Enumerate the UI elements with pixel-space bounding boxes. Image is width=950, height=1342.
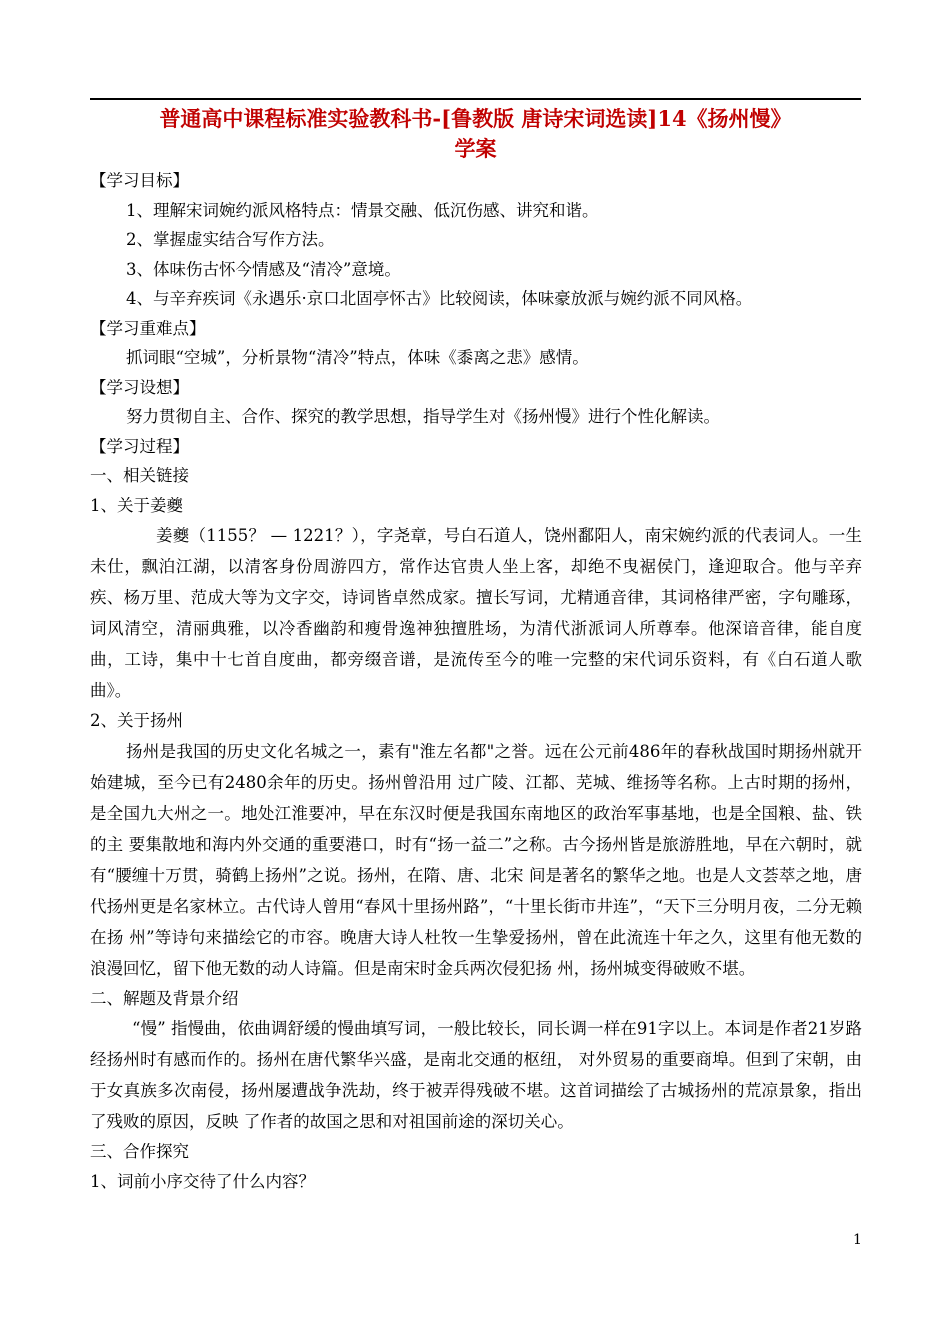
question-1: 1、词前小序交待了什么内容？ — [90, 1171, 315, 1191]
idea-heading: 【学习设想】 — [90, 377, 189, 397]
about-yangzhou-heading: 2、关于扬州 — [90, 711, 183, 730]
document-body — [90, 166, 862, 1196]
goal-item: 1、理解宋词婉约派风格特点：情景交融、低沉伤感、讲究和谐。 — [126, 200, 599, 220]
part3-heading: 三、合作探究 — [90, 1142, 189, 1161]
key-heading: 【学习重难点】 — [90, 318, 206, 338]
goal-item: 2、掌握虚实结合写作方法。 — [126, 230, 335, 249]
title-line-2: 学案 — [454, 136, 497, 161]
about-jiangkui-heading: 1、关于姜夔 — [90, 495, 183, 515]
part2-heading: 二、解题及背景介绍 — [90, 988, 239, 1008]
part1-heading: 一、相关链接 — [90, 466, 189, 485]
goal-item: 3、体味伤古怀今情感及“清冷”意境。 — [126, 259, 401, 279]
about-yangzhou-text: 扬州是我国的历史文化名城之一，素有"淮左名都"之誉。远在公元前486年的春秋战国时期扬州就开始建城，至今已有2480余年的历史。扬州曾沿用 过广陵、江都、芜城、维扬等名称。上古时期的扬州，是全国九大州之一。地处江淮要冲，早在东汉时便是我国东南地区的政治军事基地，也是全国粮、盐、铁的主 要集散地和海内外交通的重要港口，时有“扬一益二”之称。古今扬州皆是旅游胜地，早在六朝时，就有“腰缠十万贯，骑鹤上扬州”之说。扬州，在隋、唐、北宋 间是著名的繁华之地。也是人文荟萃之地，唐代扬州更是名家林立。古代诗人曾用“春风十里扬州路”，“十里长街市井连”，“天下三分明月夜，二分无赖在扬 州”等诗句来描绘它的市容。晚唐大诗人杜牧一生挚爱扬州，曾在此流连十年之久，这里有他无数的浪漫回忆，留下他无数的动人诗篇。但是南宋时金兵两次侵犯扬 州，扬州城变得破败不堪。 — [90, 741, 862, 978]
process-heading: 【学习过程】 — [90, 436, 189, 456]
key-text: 抓词眼“空城”，分析景物“清冷”特点，体味《黍离之悲》感情。 — [126, 348, 589, 367]
header-rule — [90, 98, 861, 100]
page-number: 1 — [853, 1232, 862, 1248]
goals-heading: 【学习目标】 — [90, 171, 189, 190]
goal-item: 4、与辛弃疾词《永遇乐·京口北固亭怀古》比较阅读，体味豪放派与婉约派不同风格。 — [126, 289, 753, 308]
about-jiangkui-text: 姜夔（1155？ — 1221？），字尧章，号白石道人，饶州鄱阳人，南宋婉约派的代表词人。一生未仕，飘泊江湖，以清客身份周游四方，常作达官贵人坐上客，却绝不曳裾侯门，逢迎取合。他与辛弃疾、杨万里、范成大等为文字交，诗词皆卓然成家。擅长写词，尤精通音律，其词格律严密，字句雕琢，词风清空，清丽典雅，以冷香幽韵和瘦骨逸神独擅胜场，为清代浙派词人所尊奉。他深谙音律，能自度曲，工诗，集中十七首自度曲，都旁缀音谱，是流传至今的唯一完整的宋代词乐资料，有《白石道人歌曲》。 — [90, 526, 862, 700]
document-title — [90, 104, 861, 164]
idea-text: 努力贯彻自主、合作、探究的教学思想，指导学生对《扬州慢》进行个性化解读。 — [126, 407, 720, 426]
title-line-1: 普通高中课程标准实验教科书-[鲁教版 唐诗宋词选读]14《扬州慢》 — [159, 106, 792, 131]
part2-text: “慢” 指慢曲，依曲调舒缓的慢曲填写词，一般比较长，同长调一样在91字以上。本词是作者21岁路经扬州时有感而作的。扬州在唐代繁华兴盛，是南北交通的枢纽， 对外贸易的重要商埠。但到了宋朝，由于女真族多次南侵，扬州屡遭战争洗劫，终于被弄得残破不堪。这首词描绘了古城扬州的荒凉景象，指出了残败的原因，反映 了作者的故国之思和对祖国前途的深切关心。 — [90, 1019, 862, 1131]
